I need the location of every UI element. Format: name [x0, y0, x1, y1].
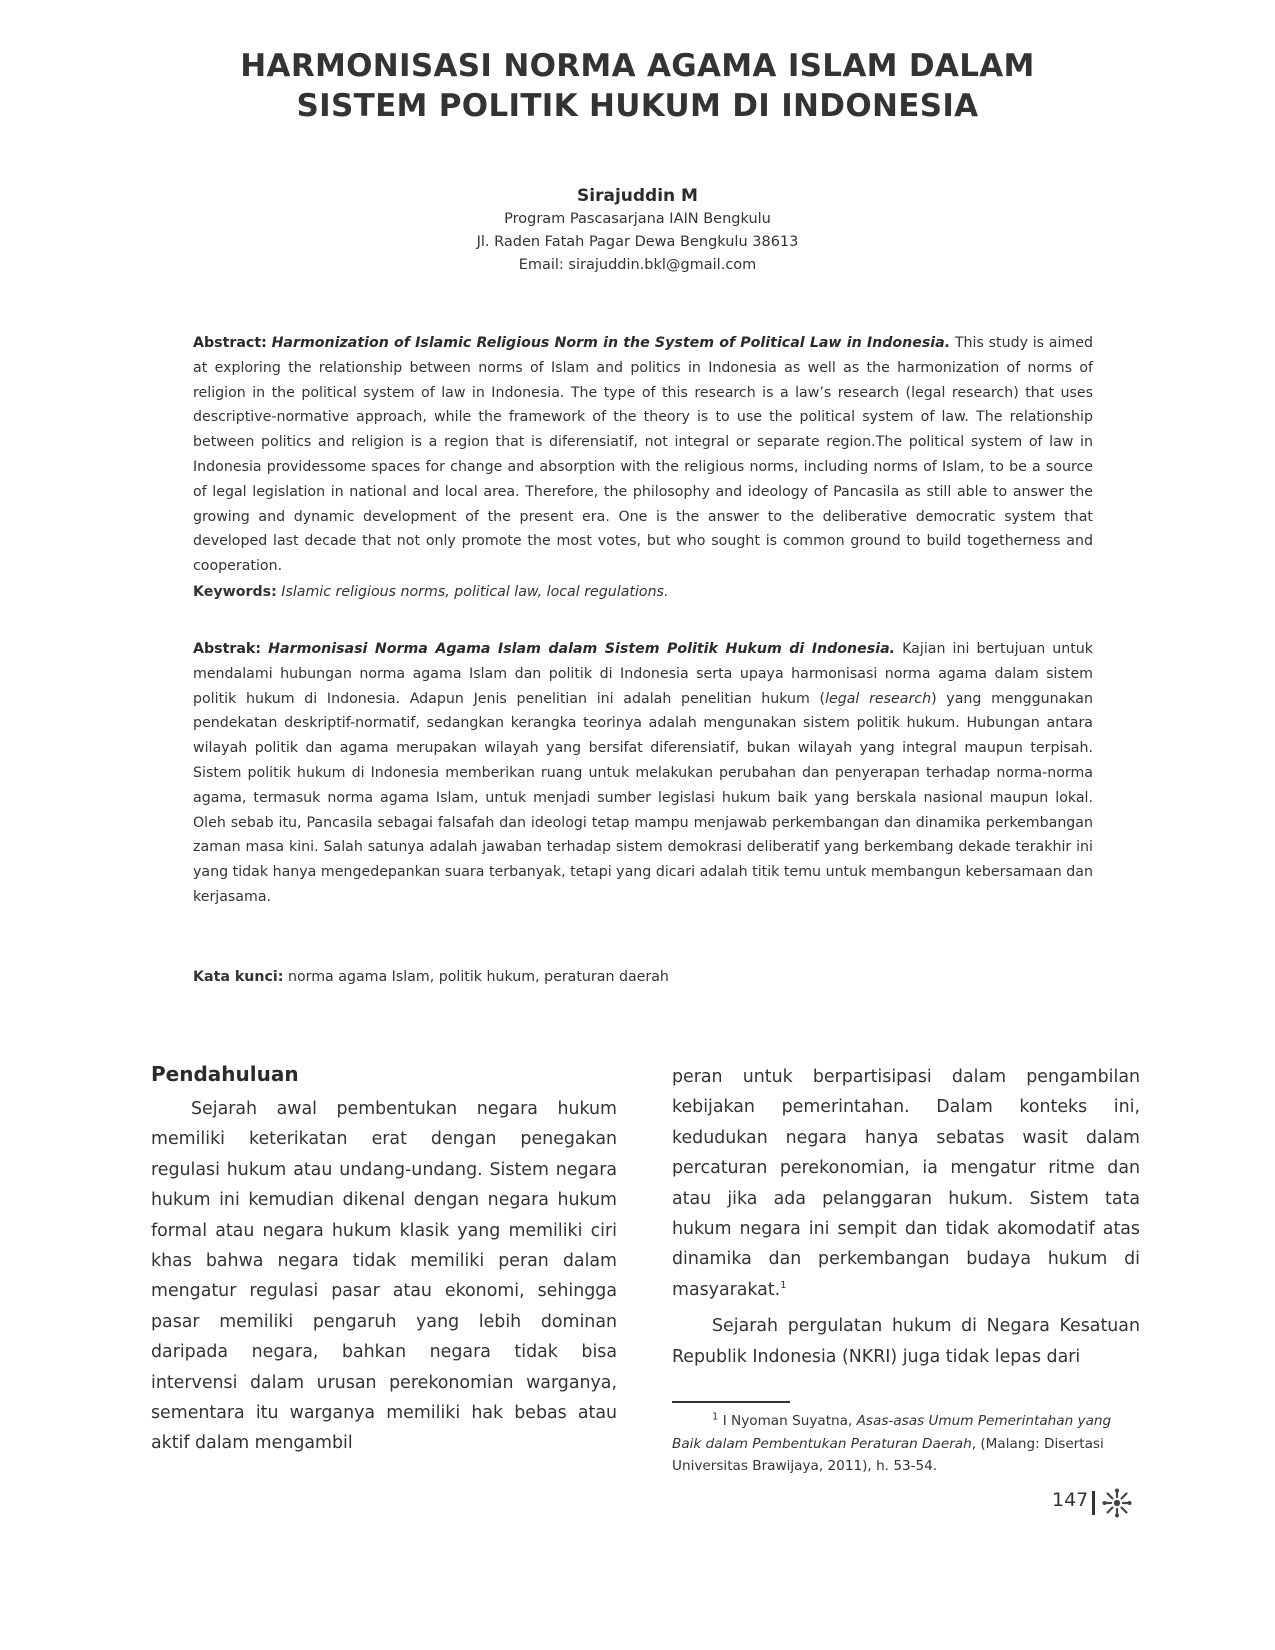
keywords-english	[193, 580, 1093, 604]
abstract-body: This study is aimed at exploring the relationship between norms of Islam and politics in Indonesia as well as the harmonization of norms of religion in the political system of law in Indonesia. The type of this research is a law’s research (legal research) that uses descriptive-normative approach, while the framework of the theory is to use the political system of law. The relationship between politics and religion is a region that is diferensiatif, not integral or separate region.The political system of law in Indonesia providessome spaces for change and absorption with the religious norms, including norms of Islam, to be a source of legal legislation in national and local area. Therefore, the philosophy and ideology of Pancasila as still able to answer the growing and dynamic development of the present era. One is the answer to the deliberative democratic system that developed last decade that not only promote the most votes, but who sought is common ground to build togetherness and cooperation.	[193, 335, 1093, 575]
author-address: Jl. Raden Fatah Pagar Dewa Bengkulu 38613	[476, 234, 799, 250]
footnote-reference[interactable]: 1	[780, 1280, 787, 1292]
author-affiliation: Program Pascasarjana IAIN Bengkulu	[504, 211, 771, 227]
abstrak-body-part-2: ) yang menggunakan pendekatan deskriptif-normatif, sedangkan kerangka teorinya adalah mengunakan sistem politik hukum. Hubungan antara wilayah politik dan agama merupakan wilayah yang bersifat diferensiatif, bukan wilayah yang integral maupun terpisah. Sistem politik hukum di Indonesia memberikan ruang untuk melakukan perubahan dan penyerapan terhadap norma-norma agama, termasuk norma agama Islam, untuk menjadi sumber legislasi hukum baik yang berskala nasional maupun lokal. Oleh sebab itu, Pancasila sebagai falsafah dan ideologi tetap mampu menjawab perkembangan dan dinamika perkembangan zaman masa kini. Salah satunya adalah jawaban terhadap sistem demokrasi deliberatif yang berkembang dekade terakhir ini yang tidak hanya mengedepankan suara terbanyak, tetapi yang dicari adalah titik temu untuk membangun kebersamaan dan kerjasama.	[193, 690, 1093, 905]
right-column	[672, 1062, 1140, 1372]
keywords-value: Islamic religious norms, political law, local regulations.	[281, 584, 669, 600]
paper-title	[0, 46, 1275, 126]
left-column-paragraph: Sejarah awal pembentukan negara hukum memiliki keterikatan erat dengan penegakan regulasi hukum atau undang-undang. Sistem negara hukum ini kemudian dikenal dengan negara hukum formal atau negara hukum klasik yang memiliki ciri khas bahwa negara tidak memiliki peran dalam mengatur regulasi pasar atau ekonomi, sehingga pasar memiliki pengaruh yang lebih dominan daripada negara, bahkan negara tidak bisa intervensi dalam urusan perekonomian warganya, sementara itu warganya memiliki hak bebas atau aktif dalam mengambil	[151, 1099, 617, 1454]
abstract-english	[193, 331, 1093, 579]
footnote-rest: , (Malang: Disertasi Universitas Brawijaya, 2011), h. 53-54.	[672, 1435, 1104, 1474]
footnote	[672, 1410, 1140, 1478]
right-column-paragraph-1-text: peran untuk berpartisipasi dalam pengambilan kebijakan pemerintahan. Dalam konteks ini, kedudukan negara hanya sebatas wasit dalam percaturan perekonomian, ia mengatur ritme dan atau jika ada pelanggaran hukum. Sistem tata hukum negara ini sempit dan tidak akomodatif atas dinamika dan perkembangan budaya hukum di masyarakat.	[672, 1067, 1140, 1300]
author-block	[0, 184, 1275, 277]
title-line-2: SISTEM POLITIK HUKUM DI INDONESIA	[296, 88, 979, 124]
title-line-1: HARMONISASI NORMA AGAMA ISLAM DALAM	[240, 48, 1035, 84]
footnote-author: I Nyoman Suyatna,	[722, 1413, 853, 1429]
left-column	[151, 1094, 617, 1459]
abstract-title: Harmonization of Islamic Religious Norm in the System of Political Law in Indonesia.	[271, 335, 951, 351]
abstrak-body-part-1: Kajian ini bertujuan untuk mendalami hubungan norma agama Islam dan politik di Indonesia serta upaya harmonisasi norma agama dalam sistem politik hukum di Indonesia. Adapun Jenis penelitian ini adalah penelitian hukum (	[193, 641, 1094, 707]
footnote-number: 1	[712, 1411, 719, 1423]
abstrak-label: Abstrak:	[193, 641, 262, 657]
page-number-divider	[1092, 1491, 1095, 1515]
footnote-title: Asas-asas Umum Pemerintahan yang Baik dalam Pembentukan Peraturan Daerah	[672, 1413, 1112, 1452]
kata-kunci-value: norma agama Islam, politik hukum, peraturan daerah	[287, 969, 669, 985]
abstrak-title: Harmonisasi Norma Agama Islam dalam Sistem Politik Hukum di Indonesia.	[268, 641, 896, 657]
abstract-indonesian	[193, 637, 1093, 910]
section-heading: Pendahuluan	[151, 1062, 299, 1086]
right-column-paragraph-1	[672, 1062, 1140, 1305]
flower-ornament-icon	[1102, 1488, 1132, 1518]
right-column-paragraph-2: Sejarah pergulatan hukum di Negara Kesatuan Republik Indonesia (NKRI) juga tidak lepas dari	[672, 1316, 1140, 1367]
footnote-divider	[672, 1401, 790, 1403]
abstrak-body-italic: legal research	[825, 690, 932, 707]
author-name: Sirajuddin M	[577, 186, 698, 206]
author-email: Email: sirajuddin.bkl@gmail.com	[518, 257, 757, 273]
keywords-label: Keywords:	[193, 584, 277, 600]
kata-kunci-label: Kata kunci:	[193, 969, 284, 985]
page-number: 147	[1052, 1489, 1089, 1511]
keywords-indonesian	[193, 965, 1093, 989]
abstract-label: Abstract:	[193, 335, 267, 351]
